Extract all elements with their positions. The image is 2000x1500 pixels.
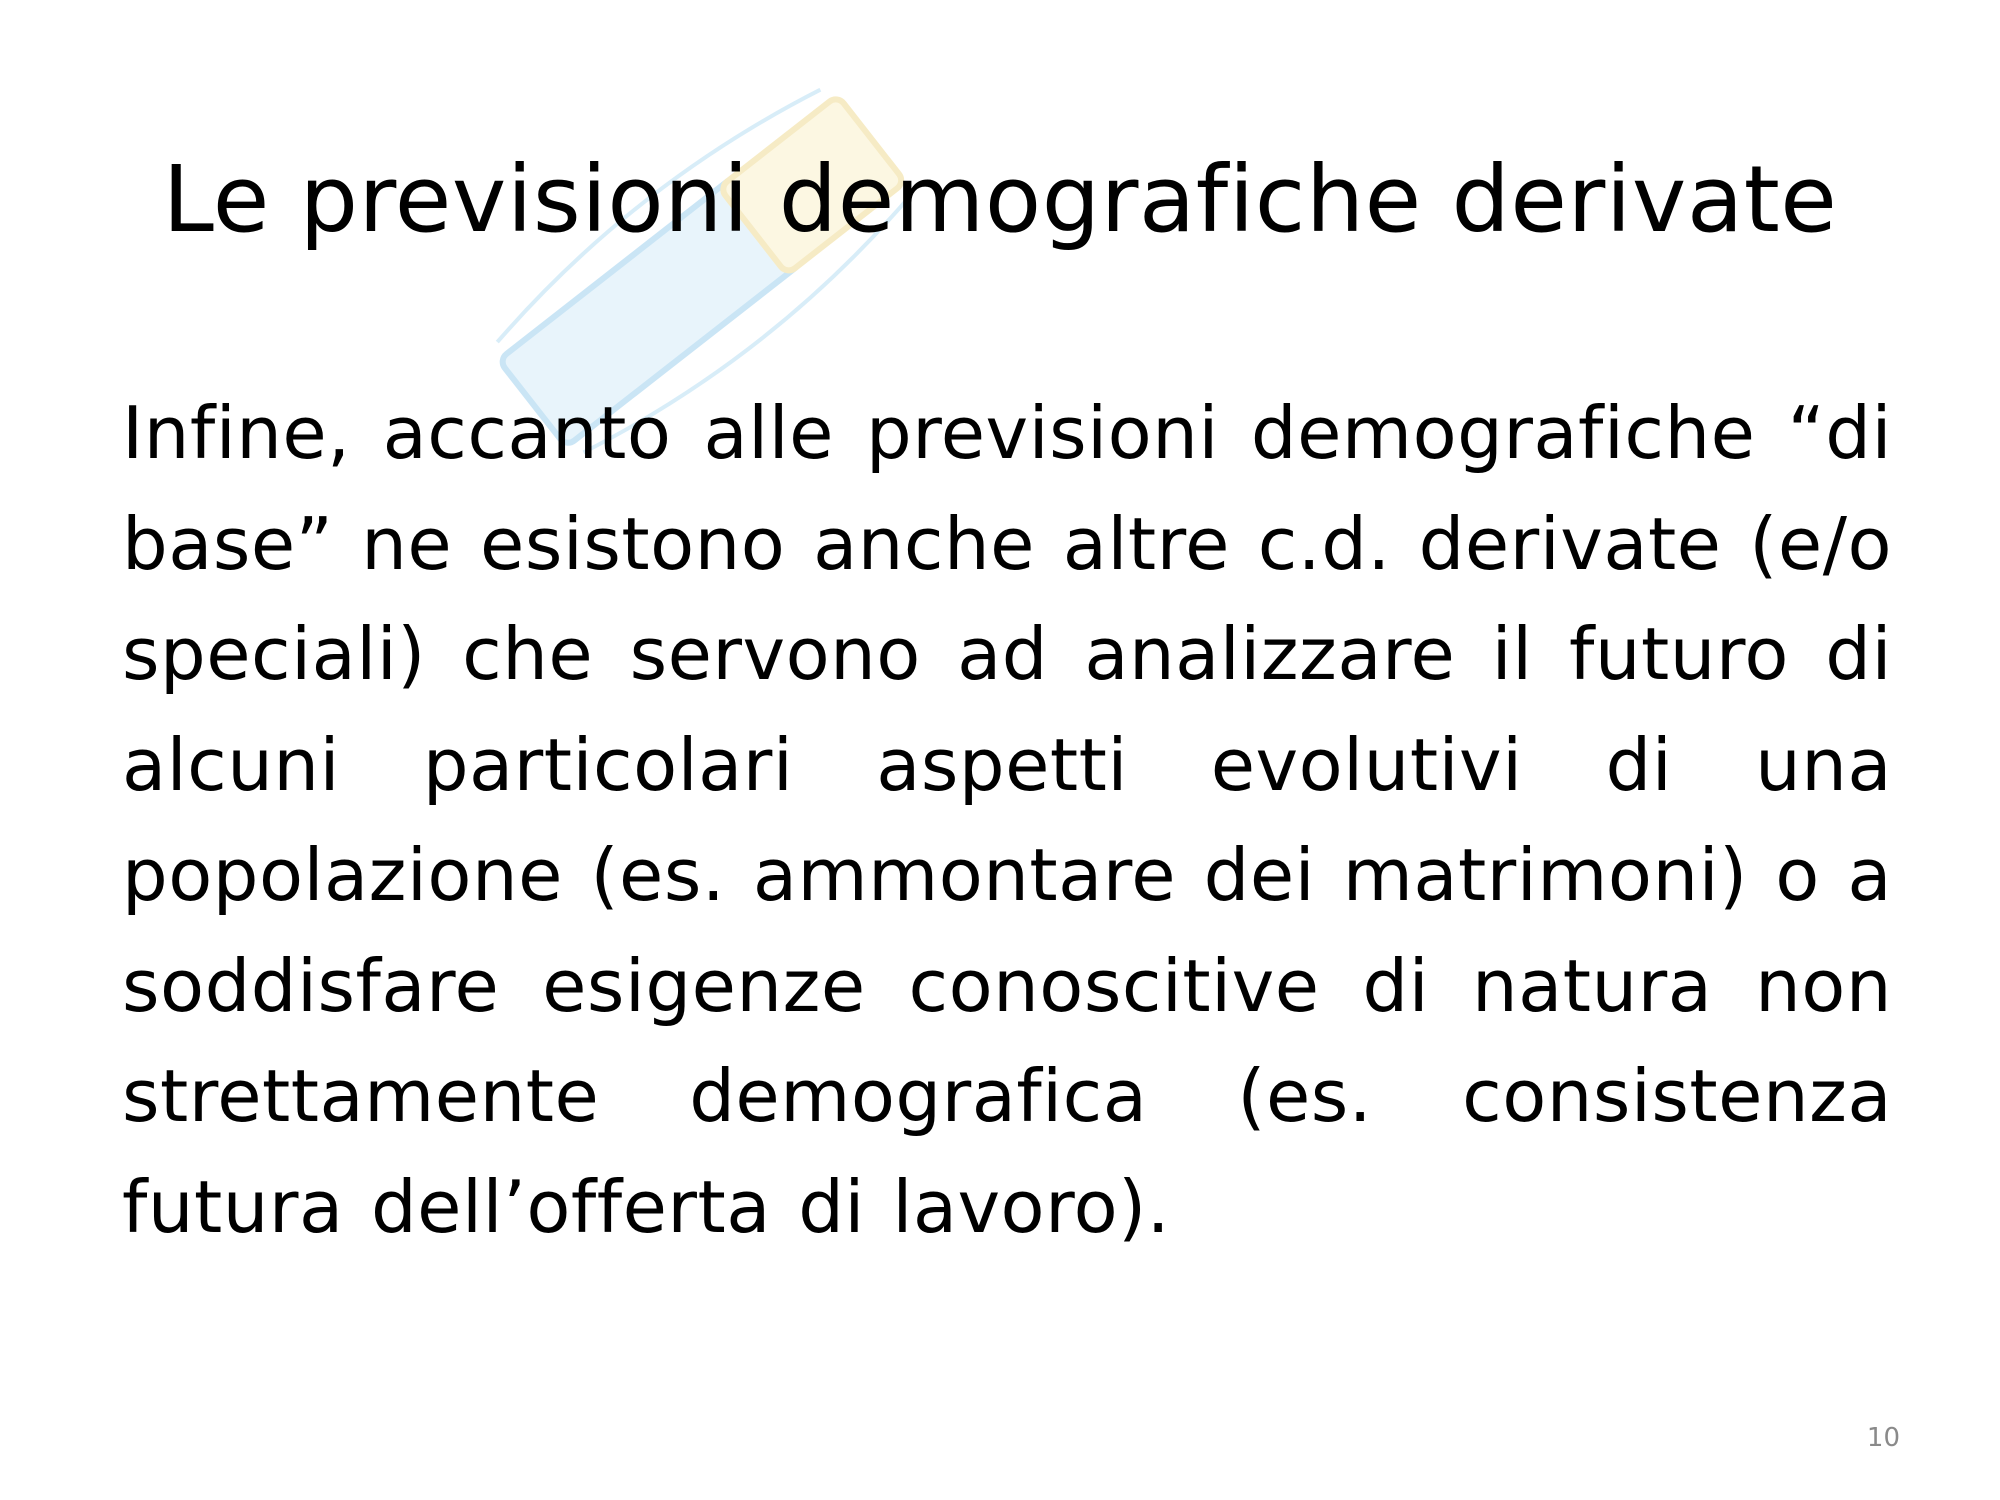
slide-body-text: Infine, accanto alle previsioni demografiche “di base” ne esistono anche altre c.d. derivate (e/o speciali) che servono ad analizzare il futuro di alcuni particolari aspetti evolutivi di una popolazione (es. ammontare dei matrimoni) o a soddisfare esigenze conoscitive di natura non strettamente demografica (es. consistenza futura dell’offerta di lavoro). — [122, 391, 1892, 1249]
page-number: 10 — [1866, 1423, 1900, 1453]
slide-title: Le previsioni demografiche derivate — [162, 146, 1838, 253]
